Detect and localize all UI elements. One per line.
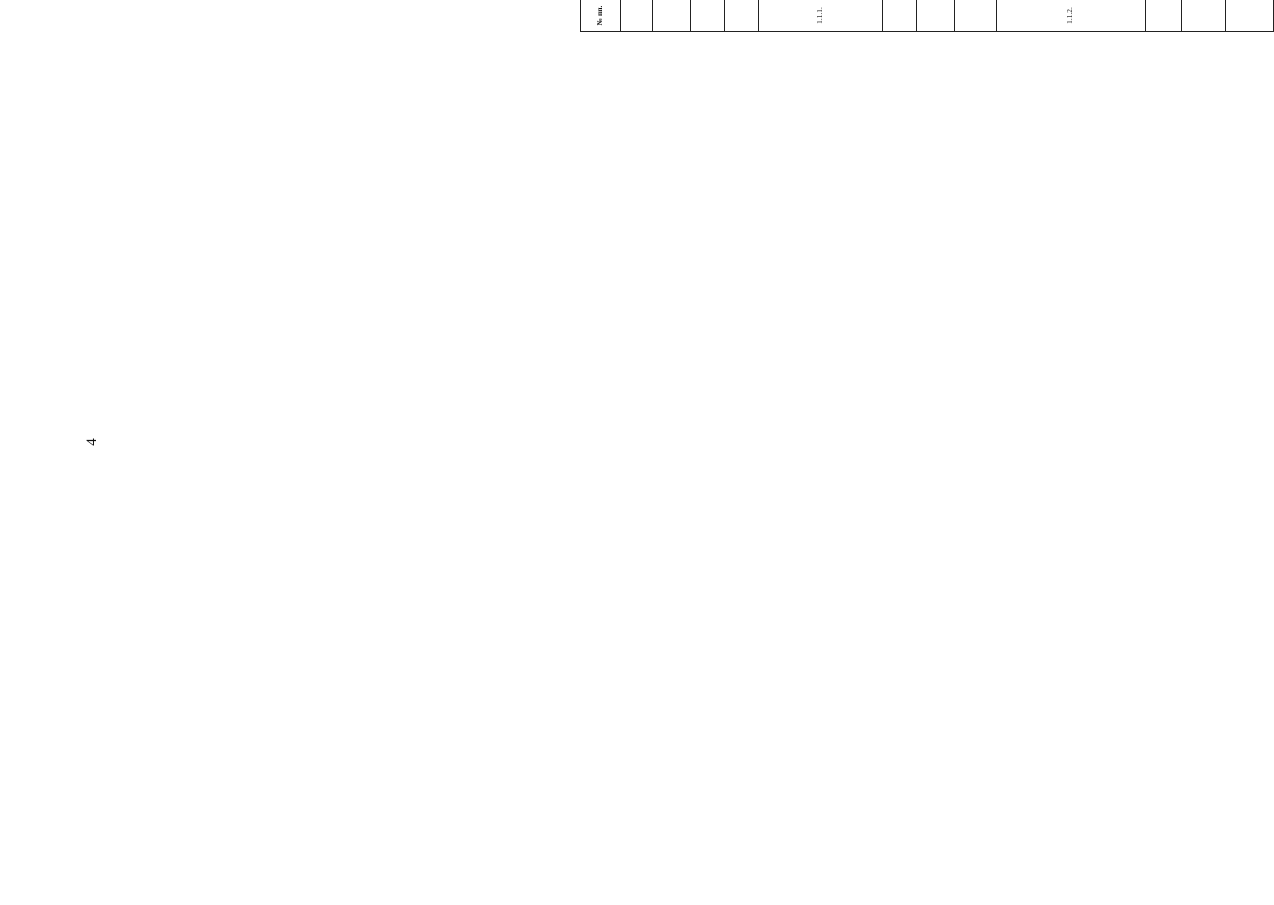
cell-num [882, 0, 916, 32]
page-number: 4 [84, 438, 100, 446]
table-row [691, 0, 725, 32]
cell-num: 1.1.1. [759, 0, 882, 32]
table-row [882, 0, 916, 32]
table-row [621, 0, 653, 32]
table-row [996, 0, 1145, 32]
table-row [916, 0, 954, 32]
table-row [653, 0, 691, 32]
cell-num [621, 0, 653, 32]
table-row [759, 0, 882, 32]
budget-table-sheet [580, 0, 1075, 32]
cell-num [916, 0, 954, 32]
cell-num [691, 0, 725, 32]
table-row [1225, 0, 1273, 32]
budget-table [580, 0, 1274, 32]
cell-num [1225, 0, 1273, 32]
cell-num [1181, 0, 1225, 32]
cell-num [1145, 0, 1181, 32]
table-row [1145, 0, 1181, 32]
cell-num [954, 0, 996, 32]
table-row [954, 0, 996, 32]
table-row [1181, 0, 1225, 32]
cell-num [725, 0, 759, 32]
header-num: № пп. [581, 0, 621, 32]
cell-num [653, 0, 691, 32]
table-body [621, 0, 1273, 32]
cell-num: 1.1.2. [996, 0, 1145, 32]
table-row [725, 0, 759, 32]
